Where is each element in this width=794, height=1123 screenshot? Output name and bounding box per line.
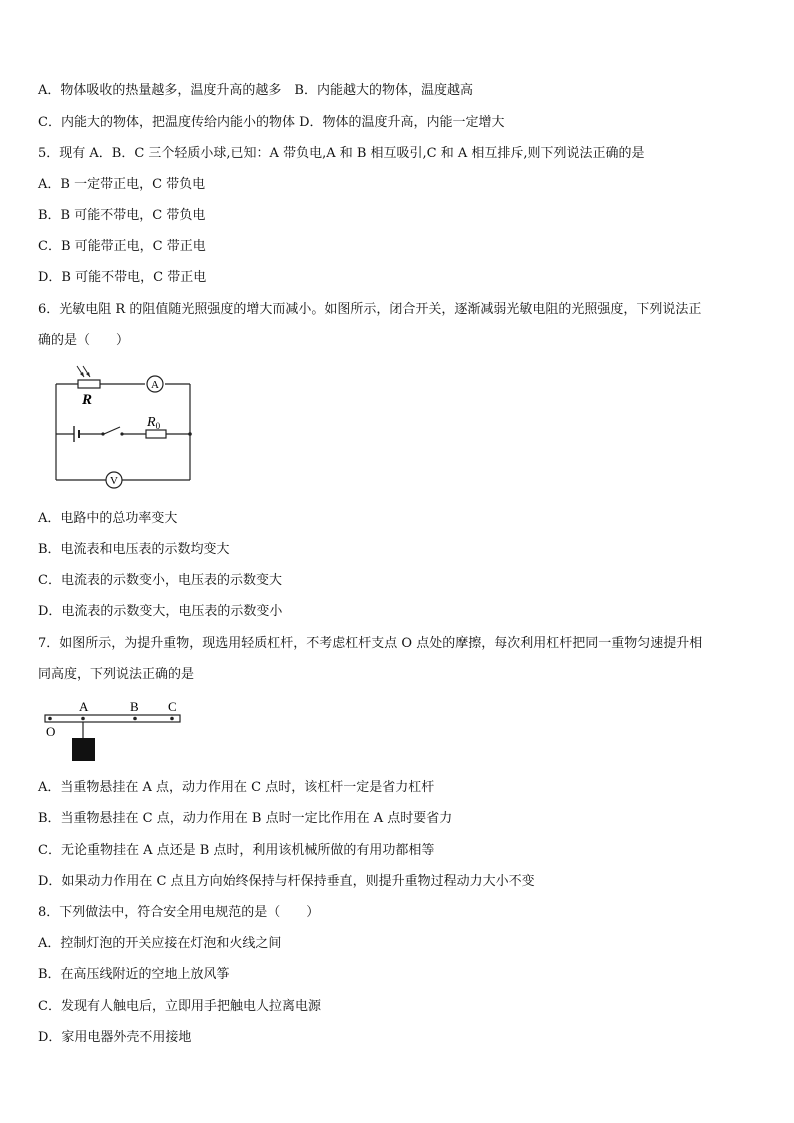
q4-option-ab: A．物体吸收的热量越多，温度升高的越多 B．内能越大的物体，温度越高 xyxy=(38,83,473,98)
q6-option-d: D．电流表的示数变大，电压表的示数变小 xyxy=(38,604,283,619)
q7-option-c: C．无论重物挂在 A 点还是 B 点时，利用该机械所做的有用功都相等 xyxy=(38,843,435,858)
heavy-block xyxy=(72,738,95,761)
resistor-r0 xyxy=(146,430,166,438)
q5-option-a: A．B 一定带正电，C 带负电 xyxy=(38,177,206,192)
q6-stem-line2: 确的是（ ） xyxy=(38,333,130,348)
point-a-dot xyxy=(81,717,85,721)
q8-option-b: B．在高压线附近的空地上放风筝 xyxy=(38,967,230,982)
r0-label: $R_0$ xyxy=(147,415,161,431)
q7-option-a: A．当重物悬挂在 A 点，动力作用在 C 点时，该杠杆一定是省力杠杆 xyxy=(38,780,435,795)
voltmeter-label: V xyxy=(110,475,118,487)
point-c-dot xyxy=(170,717,174,721)
q6-stem-line1: 6．光敏电阻 R 的阻值随光照强度的增大而减小。如图所示，闭合开关，逐渐减弱光敏电阻的光照强度，下列说法正 xyxy=(38,302,702,317)
point-b-dot xyxy=(133,717,137,721)
point-o-label: O xyxy=(46,724,56,739)
photoresistor-label: R xyxy=(82,392,93,408)
q8-option-d: D．家用电器外壳不用接地 xyxy=(38,1030,192,1045)
q6-option-c: C．电流表的示数变小，电压表的示数变大 xyxy=(38,573,282,588)
q5-option-b: B．B 可能不带电，C 带负电 xyxy=(38,208,206,223)
q8-stem: 8．下列做法中，符合安全用电规范的是（ ） xyxy=(38,905,320,920)
q6-option-a: A．电路中的总功率变大 xyxy=(38,511,178,526)
q7-stem-line2: 同高度，下列说法正确的是 xyxy=(38,667,195,682)
point-o-dot xyxy=(48,717,52,721)
photoresistor xyxy=(78,380,100,388)
lever-bar xyxy=(45,715,180,722)
q4-option-cd: C．内能大的物体，把温度传给内能小的物体 D．物体的温度升高，内能一定增大 xyxy=(38,115,505,130)
q8-option-c: C．发现有人触电后，立即用手把触电人拉离电源 xyxy=(38,999,321,1014)
point-c-label: C xyxy=(168,699,177,714)
lever-diagram xyxy=(40,697,190,765)
q6-option-b: B．电流表和电压表的示数均变大 xyxy=(38,542,230,557)
point-a-label: A xyxy=(79,699,89,714)
q8-option-a: A．控制灯泡的开关应接在灯泡和火线之间 xyxy=(38,936,282,951)
switch-blade xyxy=(104,427,120,434)
q7-option-d: D．如果动力作用在 C 点且方向始终保持与杆保持垂直，则提升重物过程动力大小不变 xyxy=(38,874,535,889)
q5-option-d: D．B 可能不带电，C 带正电 xyxy=(38,270,207,285)
q7-option-b: B．当重物悬挂在 C 点，动力作用在 B 点时一定比作用在 A 点时要省力 xyxy=(38,811,453,826)
point-b-label: B xyxy=(130,699,139,714)
q5-option-c: C．B 可能带正电，C 带正电 xyxy=(38,239,206,254)
ammeter-label: A xyxy=(151,379,159,391)
q5-stem: 5．现有 A．B．C 三个轻质小球,已知：A 带负电,A 和 B 相互吸引,C 和 A 相互排斥,则下列说法正确的是 xyxy=(38,146,645,161)
q7-stem-line1: 7．如图所示，为提升重物，现选用轻质杠杆，不考虑杠杆支点 O 点处的摩擦，每次利用杠杆把同一重物匀速提升相 xyxy=(38,636,703,651)
circuit-diagram xyxy=(50,360,200,495)
